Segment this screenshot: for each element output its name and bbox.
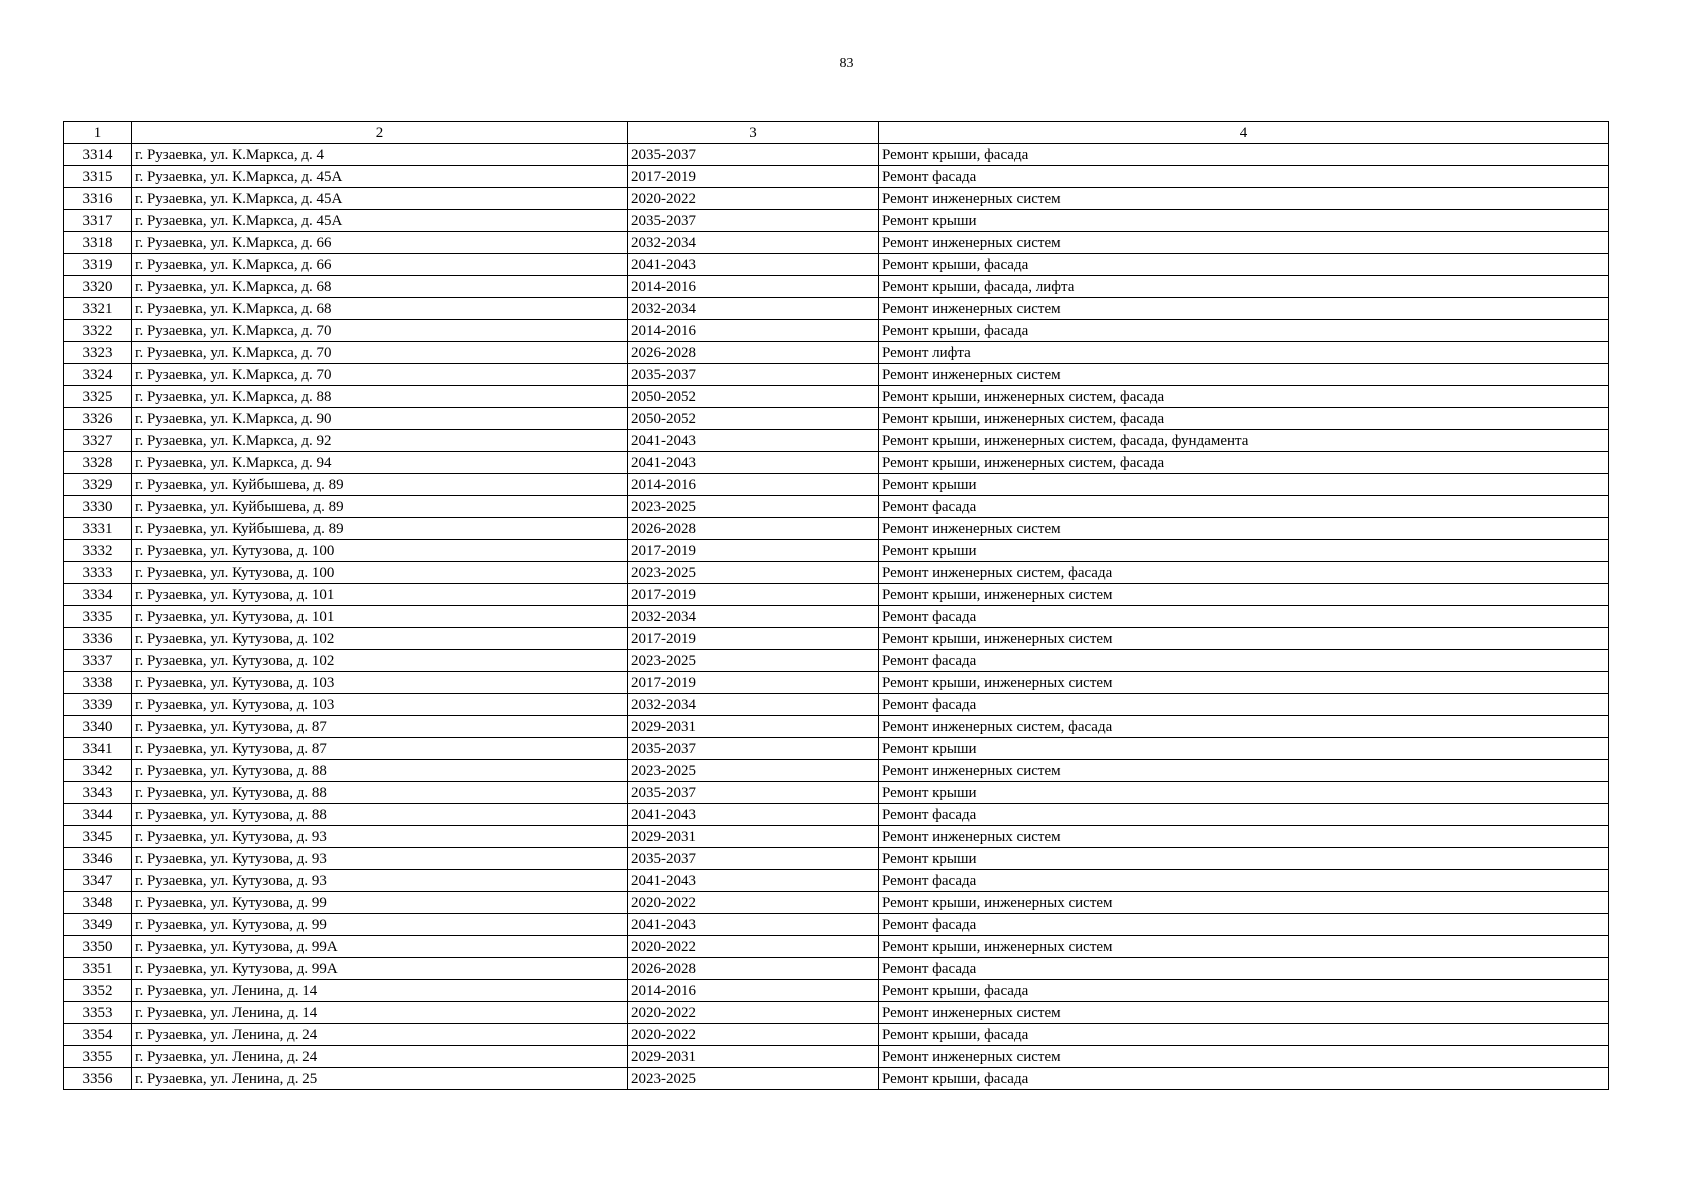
table-row [64,738,1609,760]
table-row [64,232,1609,254]
work-type-cell: Ремонт инженерных систем [879,1002,1609,1024]
row-number-cell: 3322 [64,320,132,342]
row-number-cell: 3317 [64,210,132,232]
period-cell: 2020-2022 [628,188,879,210]
work-type-cell: Ремонт крыши [879,540,1609,562]
address-cell: г. Рузаевка, ул. Ленина, д. 24 [132,1046,628,1068]
work-type-cell: Ремонт крыши, фасада [879,980,1609,1002]
row-number-cell: 3344 [64,804,132,826]
row-number-cell: 3340 [64,716,132,738]
table-row [64,386,1609,408]
address-cell: г. Рузаевка, ул. Кутузова, д. 88 [132,782,628,804]
address-cell: г. Рузаевка, ул. Кутузова, д. 101 [132,606,628,628]
work-type-cell: Ремонт крыши, инженерных систем, фасада [879,386,1609,408]
work-type-cell: Ремонт инженерных систем [879,826,1609,848]
address-cell: г. Рузаевка, ул. Кутузова, д. 93 [132,826,628,848]
table-row [64,870,1609,892]
address-cell: г. Рузаевка, ул. К.Маркса, д. 45А [132,166,628,188]
period-cell: 2023-2025 [628,562,879,584]
address-cell: г. Рузаевка, ул. К.Маркса, д. 70 [132,364,628,386]
table-header-row [64,122,1609,144]
table-row [64,408,1609,430]
period-cell: 2026-2028 [628,958,879,980]
address-cell: г. Рузаевка, ул. Куйбышева, д. 89 [132,474,628,496]
row-number-cell: 3321 [64,298,132,320]
work-type-cell: Ремонт инженерных систем [879,298,1609,320]
period-cell: 2023-2025 [628,760,879,782]
period-cell: 2041-2043 [628,914,879,936]
period-cell: 2041-2043 [628,452,879,474]
work-type-cell: Ремонт инженерных систем [879,1046,1609,1068]
address-cell: г. Рузаевка, ул. Ленина, д. 14 [132,1002,628,1024]
address-cell: г. Рузаевка, ул. К.Маркса, д. 68 [132,298,628,320]
table-row [64,254,1609,276]
work-type-cell: Ремонт фасада [879,606,1609,628]
work-type-cell: Ремонт крыши, инженерных систем [879,892,1609,914]
row-number-cell: 3326 [64,408,132,430]
period-cell: 2020-2022 [628,1024,879,1046]
work-type-cell: Ремонт крыши, фасада [879,144,1609,166]
work-type-cell: Ремонт крыши, фасада [879,254,1609,276]
row-number-cell: 3352 [64,980,132,1002]
address-cell: г. Рузаевка, ул. Кутузова, д. 102 [132,650,628,672]
address-cell: г. Рузаевка, ул. К.Маркса, д. 90 [132,408,628,430]
row-number-cell: 3331 [64,518,132,540]
table-row [64,782,1609,804]
table-row [64,144,1609,166]
work-type-cell: Ремонт инженерных систем, фасада [879,562,1609,584]
work-type-cell: Ремонт крыши, инженерных систем, фасада, фундамента [879,430,1609,452]
table-row [64,1002,1609,1024]
row-number-cell: 3319 [64,254,132,276]
table-row [64,342,1609,364]
table-row [64,650,1609,672]
row-number-cell: 3325 [64,386,132,408]
table-row [64,518,1609,540]
table-row [64,672,1609,694]
address-cell: г. Рузаевка, ул. Кутузова, д. 99 [132,914,628,936]
table-row [64,430,1609,452]
row-number-cell: 3335 [64,606,132,628]
row-number-cell: 3314 [64,144,132,166]
period-cell: 2029-2031 [628,716,879,738]
row-number-cell: 3330 [64,496,132,518]
address-cell: г. Рузаевка, ул. К.Маркса, д. 66 [132,254,628,276]
period-cell: 2035-2037 [628,848,879,870]
table-row [64,562,1609,584]
row-number-cell: 3328 [64,452,132,474]
period-cell: 2020-2022 [628,892,879,914]
table-row [64,1046,1609,1068]
work-type-cell: Ремонт инженерных систем [879,518,1609,540]
table-row [64,694,1609,716]
address-cell: г. Рузаевка, ул. Кутузова, д. 101 [132,584,628,606]
row-number-cell: 3356 [64,1068,132,1090]
table-row [64,474,1609,496]
period-cell: 2014-2016 [628,276,879,298]
table-row [64,276,1609,298]
row-number-cell: 3332 [64,540,132,562]
row-number-cell: 3341 [64,738,132,760]
repair-schedule-table [63,121,1609,1090]
work-type-cell: Ремонт инженерных систем, фасада [879,716,1609,738]
row-number-cell: 3342 [64,760,132,782]
address-cell: г. Рузаевка, ул. К.Маркса, д. 4 [132,144,628,166]
table-row [64,914,1609,936]
table-row [64,1068,1609,1090]
address-cell: г. Рузаевка, ул. Кутузова, д. 87 [132,738,628,760]
table-row [64,496,1609,518]
table-row [64,826,1609,848]
address-cell: г. Рузаевка, ул. Кутузова, д. 100 [132,562,628,584]
address-cell: г. Рузаевка, ул. К.Маркса, д. 70 [132,320,628,342]
table-row [64,958,1609,980]
work-type-cell: Ремонт инженерных систем [879,232,1609,254]
address-cell: г. Рузаевка, ул. Кутузова, д. 99А [132,958,628,980]
period-cell: 2014-2016 [628,474,879,496]
address-cell: г. Рузаевка, ул. К.Маркса, д. 66 [132,232,628,254]
address-cell: г. Рузаевка, ул. Ленина, д. 25 [132,1068,628,1090]
period-cell: 2041-2043 [628,870,879,892]
row-number-cell: 3349 [64,914,132,936]
work-type-cell: Ремонт крыши, фасада [879,1024,1609,1046]
row-number-cell: 3315 [64,166,132,188]
period-cell: 2035-2037 [628,144,879,166]
address-cell: г. Рузаевка, ул. Кутузова, д. 87 [132,716,628,738]
address-cell: г. Рузаевка, ул. Кутузова, д. 99 [132,892,628,914]
period-cell: 2020-2022 [628,936,879,958]
work-type-cell: Ремонт крыши, инженерных систем, фасада [879,408,1609,430]
work-type-cell: Ремонт инженерных систем [879,364,1609,386]
work-type-cell: Ремонт крыши, инженерных систем [879,628,1609,650]
row-number-cell: 3355 [64,1046,132,1068]
row-number-cell: 3337 [64,650,132,672]
work-type-cell: Ремонт инженерных систем [879,188,1609,210]
table-row [64,628,1609,650]
row-number-cell: 3316 [64,188,132,210]
work-type-cell: Ремонт фасада [879,650,1609,672]
row-number-cell: 3338 [64,672,132,694]
period-cell: 2017-2019 [628,584,879,606]
period-cell: 2014-2016 [628,980,879,1002]
table-row [64,584,1609,606]
row-number-cell: 3353 [64,1002,132,1024]
row-number-cell: 3351 [64,958,132,980]
address-cell: г. Рузаевка, ул. Кутузова, д. 103 [132,672,628,694]
row-number-cell: 3329 [64,474,132,496]
row-number-cell: 3327 [64,430,132,452]
period-cell: 2017-2019 [628,672,879,694]
period-cell: 2023-2025 [628,650,879,672]
period-cell: 2035-2037 [628,782,879,804]
row-number-cell: 3354 [64,1024,132,1046]
work-type-cell: Ремонт крыши [879,738,1609,760]
row-number-cell: 3324 [64,364,132,386]
work-type-cell: Ремонт крыши, фасада, лифта [879,276,1609,298]
row-number-cell: 3339 [64,694,132,716]
period-cell: 2032-2034 [628,694,879,716]
work-type-cell: Ремонт фасада [879,870,1609,892]
period-cell: 2041-2043 [628,254,879,276]
row-number-cell: 3334 [64,584,132,606]
address-cell: г. Рузаевка, ул. К.Маркса, д. 68 [132,276,628,298]
period-cell: 2023-2025 [628,1068,879,1090]
table-row [64,210,1609,232]
table-row [64,936,1609,958]
row-number-cell: 3348 [64,892,132,914]
address-cell: г. Рузаевка, ул. Кутузова, д. 102 [132,628,628,650]
address-cell: г. Рузаевка, ул. Кутузова, д. 93 [132,870,628,892]
table-body [64,144,1609,1090]
period-cell: 2020-2022 [628,1002,879,1024]
table-row [64,364,1609,386]
work-type-cell: Ремонт фасада [879,694,1609,716]
address-cell: г. Рузаевка, ул. К.Маркса, д. 70 [132,342,628,364]
table-row [64,980,1609,1002]
period-cell: 2035-2037 [628,738,879,760]
work-type-cell: Ремонт крыши, инженерных систем [879,672,1609,694]
period-cell: 2023-2025 [628,496,879,518]
work-type-cell: Ремонт крыши, фасада [879,1068,1609,1090]
period-cell: 2050-2052 [628,386,879,408]
address-cell: г. Рузаевка, ул. Кутузова, д. 99А [132,936,628,958]
column-header-period: 3 [628,122,879,144]
column-header-address: 2 [132,122,628,144]
table-row [64,606,1609,628]
row-number-cell: 3323 [64,342,132,364]
period-cell: 2017-2019 [628,540,879,562]
table-row [64,320,1609,342]
address-cell: г. Рузаевка, ул. К.Маркса, д. 88 [132,386,628,408]
address-cell: г. Рузаевка, ул. Куйбышева, д. 89 [132,518,628,540]
row-number-cell: 3345 [64,826,132,848]
period-cell: 2026-2028 [628,518,879,540]
work-type-cell: Ремонт фасада [879,166,1609,188]
column-header-work-type: 4 [879,122,1609,144]
work-type-cell: Ремонт фасада [879,914,1609,936]
address-cell: г. Рузаевка, ул. Кутузова, д. 100 [132,540,628,562]
work-type-cell: Ремонт фасада [879,804,1609,826]
address-cell: г. Рузаевка, ул. К.Маркса, д. 94 [132,452,628,474]
work-type-cell: Ремонт крыши, инженерных систем, фасада [879,452,1609,474]
period-cell: 2032-2034 [628,232,879,254]
page-number: 83 [839,56,854,71]
address-cell: г. Рузаевка, ул. К.Маркса, д. 45А [132,210,628,232]
table-row [64,848,1609,870]
work-type-cell: Ремонт крыши [879,210,1609,232]
table-row [64,452,1609,474]
work-type-cell: Ремонт крыши [879,474,1609,496]
period-cell: 2032-2034 [628,298,879,320]
period-cell: 2041-2043 [628,804,879,826]
work-type-cell: Ремонт крыши, инженерных систем [879,936,1609,958]
table-row [64,1024,1609,1046]
table-row [64,892,1609,914]
column-header-number: 1 [64,122,132,144]
period-cell: 2017-2019 [628,628,879,650]
row-number-cell: 3320 [64,276,132,298]
address-cell: г. Рузаевка, ул. Ленина, д. 14 [132,980,628,1002]
row-number-cell: 3336 [64,628,132,650]
row-number-cell: 3346 [64,848,132,870]
period-cell: 2035-2037 [628,210,879,232]
table-row [64,716,1609,738]
work-type-cell: Ремонт крыши [879,848,1609,870]
period-cell: 2035-2037 [628,364,879,386]
period-cell: 2017-2019 [628,166,879,188]
table-row [64,188,1609,210]
table-row [64,760,1609,782]
address-cell: г. Рузаевка, ул. Кутузова, д. 88 [132,804,628,826]
period-cell: 2029-2031 [628,1046,879,1068]
row-number-cell: 3343 [64,782,132,804]
work-type-cell: Ремонт инженерных систем [879,760,1609,782]
table-row [64,298,1609,320]
period-cell: 2014-2016 [628,320,879,342]
period-cell: 2041-2043 [628,430,879,452]
work-type-cell: Ремонт фасада [879,958,1609,980]
row-number-cell: 3350 [64,936,132,958]
work-type-cell: Ремонт крыши, инженерных систем [879,584,1609,606]
row-number-cell: 3318 [64,232,132,254]
address-cell: г. Рузаевка, ул. К.Маркса, д. 45А [132,188,628,210]
table-row [64,804,1609,826]
address-cell: г. Рузаевка, ул. Ленина, д. 24 [132,1024,628,1046]
address-cell: г. Рузаевка, ул. К.Маркса, д. 92 [132,430,628,452]
table-row [64,166,1609,188]
work-type-cell: Ремонт фасада [879,496,1609,518]
work-type-cell: Ремонт лифта [879,342,1609,364]
address-cell: г. Рузаевка, ул. Кутузова, д. 88 [132,760,628,782]
period-cell: 2026-2028 [628,342,879,364]
period-cell: 2029-2031 [628,826,879,848]
period-cell: 2032-2034 [628,606,879,628]
work-type-cell: Ремонт крыши, фасада [879,320,1609,342]
address-cell: г. Рузаевка, ул. Кутузова, д. 93 [132,848,628,870]
work-type-cell: Ремонт крыши [879,782,1609,804]
row-number-cell: 3333 [64,562,132,584]
address-cell: г. Рузаевка, ул. Куйбышева, д. 89 [132,496,628,518]
table-row [64,540,1609,562]
period-cell: 2050-2052 [628,408,879,430]
row-number-cell: 3347 [64,870,132,892]
address-cell: г. Рузаевка, ул. Кутузова, д. 103 [132,694,628,716]
